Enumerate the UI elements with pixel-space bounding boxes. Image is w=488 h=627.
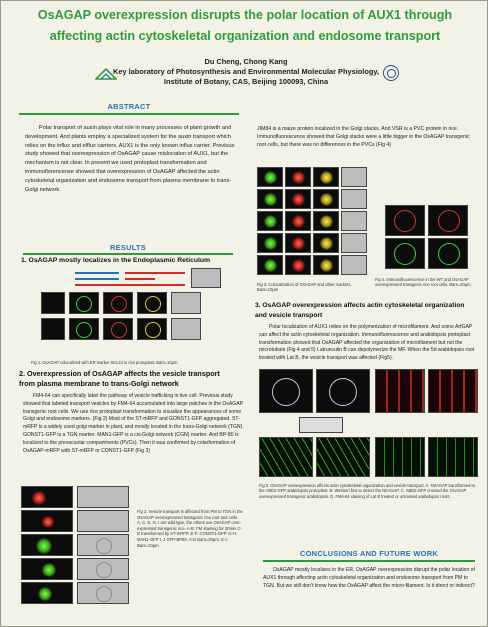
fig5-panel xyxy=(316,369,370,413)
fig1-micro-panel xyxy=(171,318,201,340)
fig2-panel xyxy=(77,510,129,532)
fig1-micro-panel xyxy=(103,292,133,314)
fig3-panel xyxy=(341,189,367,209)
fig1-construct-bar xyxy=(75,278,119,280)
fig2-panel xyxy=(77,534,129,556)
fig5-panel xyxy=(259,369,313,413)
fig4-panel xyxy=(385,238,425,269)
section-3-title-line-2: and vesicle transport xyxy=(255,311,323,319)
section-3-title xyxy=(255,301,483,320)
fig1-micro-panel xyxy=(103,318,133,340)
fig5-panel xyxy=(428,369,478,413)
fig2-panel xyxy=(77,486,129,508)
fig3-panel xyxy=(285,189,311,209)
figure-4 xyxy=(385,205,469,269)
fig3-panel xyxy=(257,167,283,187)
section-2-title-line-1: 2. Overexpression of OsAGAP affects the vesicle transport xyxy=(19,369,220,378)
affiliation-line-1: Key laboratory of Photosynthesis and Environmental Molecular Physiology, xyxy=(113,66,379,76)
fig3-panel xyxy=(257,233,283,253)
fig2-panel xyxy=(21,558,73,580)
fig1-construct-bar xyxy=(75,272,119,274)
figure-3 xyxy=(257,167,369,275)
fig3-panel xyxy=(341,211,367,231)
figure-1 xyxy=(41,268,241,358)
fig1-construct-bar xyxy=(75,284,185,286)
author-names: Du Cheng, Chong Kang xyxy=(204,57,288,66)
conclusions-heading: CONCLUSIONS AND FUTURE WORK xyxy=(300,549,438,558)
fig3-panel xyxy=(285,211,311,231)
fig1-construct-bar xyxy=(125,272,185,274)
fig1-micro-panel xyxy=(69,292,99,314)
fig4-panel xyxy=(428,238,468,269)
fig1-micro-panel xyxy=(137,292,167,314)
fig2-panel xyxy=(21,534,73,556)
figure-3-caption: Fig 3. Colocalization of OsAGAP and other markers. Bars=10μm xyxy=(257,282,352,293)
fig2-panel xyxy=(21,582,73,604)
fig2-panel xyxy=(21,510,73,532)
author-block xyxy=(81,57,411,86)
fig5-western-blot xyxy=(299,417,343,433)
fig3-panel xyxy=(341,167,367,187)
section-2-title xyxy=(19,369,251,388)
affiliation-line-2: Institute of Botany, CAS, Beijing 100093, China xyxy=(163,76,329,86)
fig5-panel xyxy=(375,437,425,477)
fig1-micro-panel xyxy=(137,318,167,340)
fig3-panel xyxy=(285,255,311,275)
figure-2-caption: Fig 2. Vesicle transport is affected from PM to TGN in the OsAGAP overexpressed transgenic rice root and cells. A, C, E, G, I are wild type, the others are OsAGAP over-expressed transgenic rice. A-B: FM staining for 30min C-D transformed by ST-mRFP. E-F: CONST1-GFP. G-H: MAN1-GFP I, J GFP-BP80. A-D Bars=20μm. E-J Bars=10μm xyxy=(137,509,243,548)
fig3-panel xyxy=(285,167,311,187)
fig4-panel xyxy=(428,205,468,236)
fig1-micro-panel xyxy=(69,318,99,340)
section-3-text: Polar localization of AUX1 relies on the polymerization of microfilament. And some ArfGAP can affect the actin cytoskeletal organization. Immunofluorescence and arabidopsis protoplast transformation showed that OsAGAP affected the organization of microfilament but not the microtubule (Fig 4 and 5) Latrunculin B can depolymerize the MF. When the 5d arabidopsis root treated with Lat B, the vesicle transport was affected (Fig5). xyxy=(259,324,475,362)
fig2-panel xyxy=(77,582,129,604)
section-1-title: 1. OsAGAP mostly localizes in the Endoplasmic Reticulum xyxy=(21,257,211,264)
fig5-panel xyxy=(428,437,478,477)
fig3-panel xyxy=(341,233,367,253)
fig3-panel xyxy=(257,255,283,275)
figure-5-caption: Fig 5. OsAGAP overexpression affects actin cytoskeletal organization and vesicle transport. A. NtrAGAP transformed to the ABD2-GFP arabidopsis protoplast. B. Western blot to detect the NtrAGAP. C. ABD2-GFP crossed the OsAGAP overexpressed transgenic arabidopsis. D. FM4-64 staining of Lat B treated or untreated arabidopsis roots. xyxy=(259,483,475,499)
fig1-gel-panel xyxy=(191,268,221,288)
fig5-panel xyxy=(259,437,313,477)
conclusions-text: OsAGAP mostly localizes in the ER. OsAGAP overexpression disrupt the polar location of AUX1 through affecting actin cytoskeletal organization and endosome transport from PM to TGN. But we still don't know how the OsAGAP affect the micro-filament. Is it direct or indirect? xyxy=(263,567,475,589)
figure-1-caption: Fig 1. OsAGAP colocalized with ER marker SKL23 in rice protoplast. Bars=10μm. xyxy=(31,360,179,365)
abstract-rule xyxy=(19,113,239,115)
fig1-micro-panel xyxy=(171,292,201,314)
fig3-panel xyxy=(285,233,311,253)
title-line-1: OsAGAP overexpression disrupts the polar location of AUX1 through xyxy=(37,8,453,22)
conclusions-rule xyxy=(263,560,475,562)
section-2-title-line-2: from plasma membrane to trans-Golgi network xyxy=(19,378,179,388)
figure-5 xyxy=(259,369,479,479)
fig2-panel xyxy=(77,558,129,580)
fig3-panel xyxy=(313,189,339,209)
results-heading: RESULTS xyxy=(109,243,147,252)
fig5-panel xyxy=(316,437,370,477)
section-2-text: FM4-64 can specifically label the pathway of vesicle trafficking in live cell. Previous study showed that labeled transport vesicles by FM4-64 accumulated into large patches in the OsAGAP transgenic root cells. We use rice protoplast transformation to visualize the appearances of some Golgi and endosome markers. (Fig 2) Most of the ST-mRFP and GONST1-GFP aggregated. ST-mRFP is a widely used golgi marker in plant, and mostly located in the trans-Golgi network (TGN). GONST1-GFP is a TGN marker. MAN1-GFP is a cis-Golgi network (CGN) marker. And BP-80 is localized to the prevacuolar compartments (PVCs). Then it was confirmed by colarformation of OsAGAP-mRFP with ST-mRFP or CONST1-GFP (Fig 3) xyxy=(23,393,244,454)
fig3-panel xyxy=(313,211,339,231)
fig5-panel xyxy=(375,369,425,413)
fig3-panel xyxy=(313,255,339,275)
fig3-panel xyxy=(313,167,339,187)
fig3-panel xyxy=(257,211,283,231)
poster-title xyxy=(21,7,469,44)
fig3-panel xyxy=(257,189,283,209)
results-rule xyxy=(23,253,233,255)
abstract-heading: ABSTRACT xyxy=(107,102,151,111)
figure-2 xyxy=(21,486,131,604)
figure-4-caption: Fig 4. Immunofluorescence in the WT and OsAGAP overexpressed transgenic rice root cells. Bars=20μm. xyxy=(375,277,472,288)
fig2-panel xyxy=(21,486,73,508)
title-line-2: affecting actin cytoskeletal organization and endosome transport xyxy=(49,29,441,43)
right-intro-text: JIM84 is a maize protein localized in the Golgi stacks. And VSR is a PVC protein in rice. Immunofluorescence showed that Golgi stacks were a little bigger in the OsAGAP transgenic root cells, but there was no differences in the PVCs (Fig 4) xyxy=(257,126,470,148)
abstract-text: Polar transport of auxin plays vital role in many processes of plant growth and development. And plants employ a specialized system for the auxin transport which relies on the influx and efflux carriers. AUX1 is the only known influx carrier. Previous study showed that overexpression of OsAGAP cause mislocation of AUX1, but the mechanism is not clear. In present we used protoplast transformation and immunoflorencense showed that overexpression of OsAGAP affected the actin cytoskeletal organization and endosome transport from plasma membrane to trans-Golgi network. xyxy=(25,125,235,193)
fig1-micro-panel xyxy=(41,318,65,340)
fig1-micro-panel xyxy=(41,292,65,314)
fig3-panel xyxy=(341,255,367,275)
section-3-title-line-1: 3. OsAGAP overexpression affects actin cytoskeletal organization xyxy=(255,302,465,309)
fig1-construct-bar xyxy=(125,278,155,280)
fig3-panel xyxy=(313,233,339,253)
fig4-panel xyxy=(385,205,425,236)
